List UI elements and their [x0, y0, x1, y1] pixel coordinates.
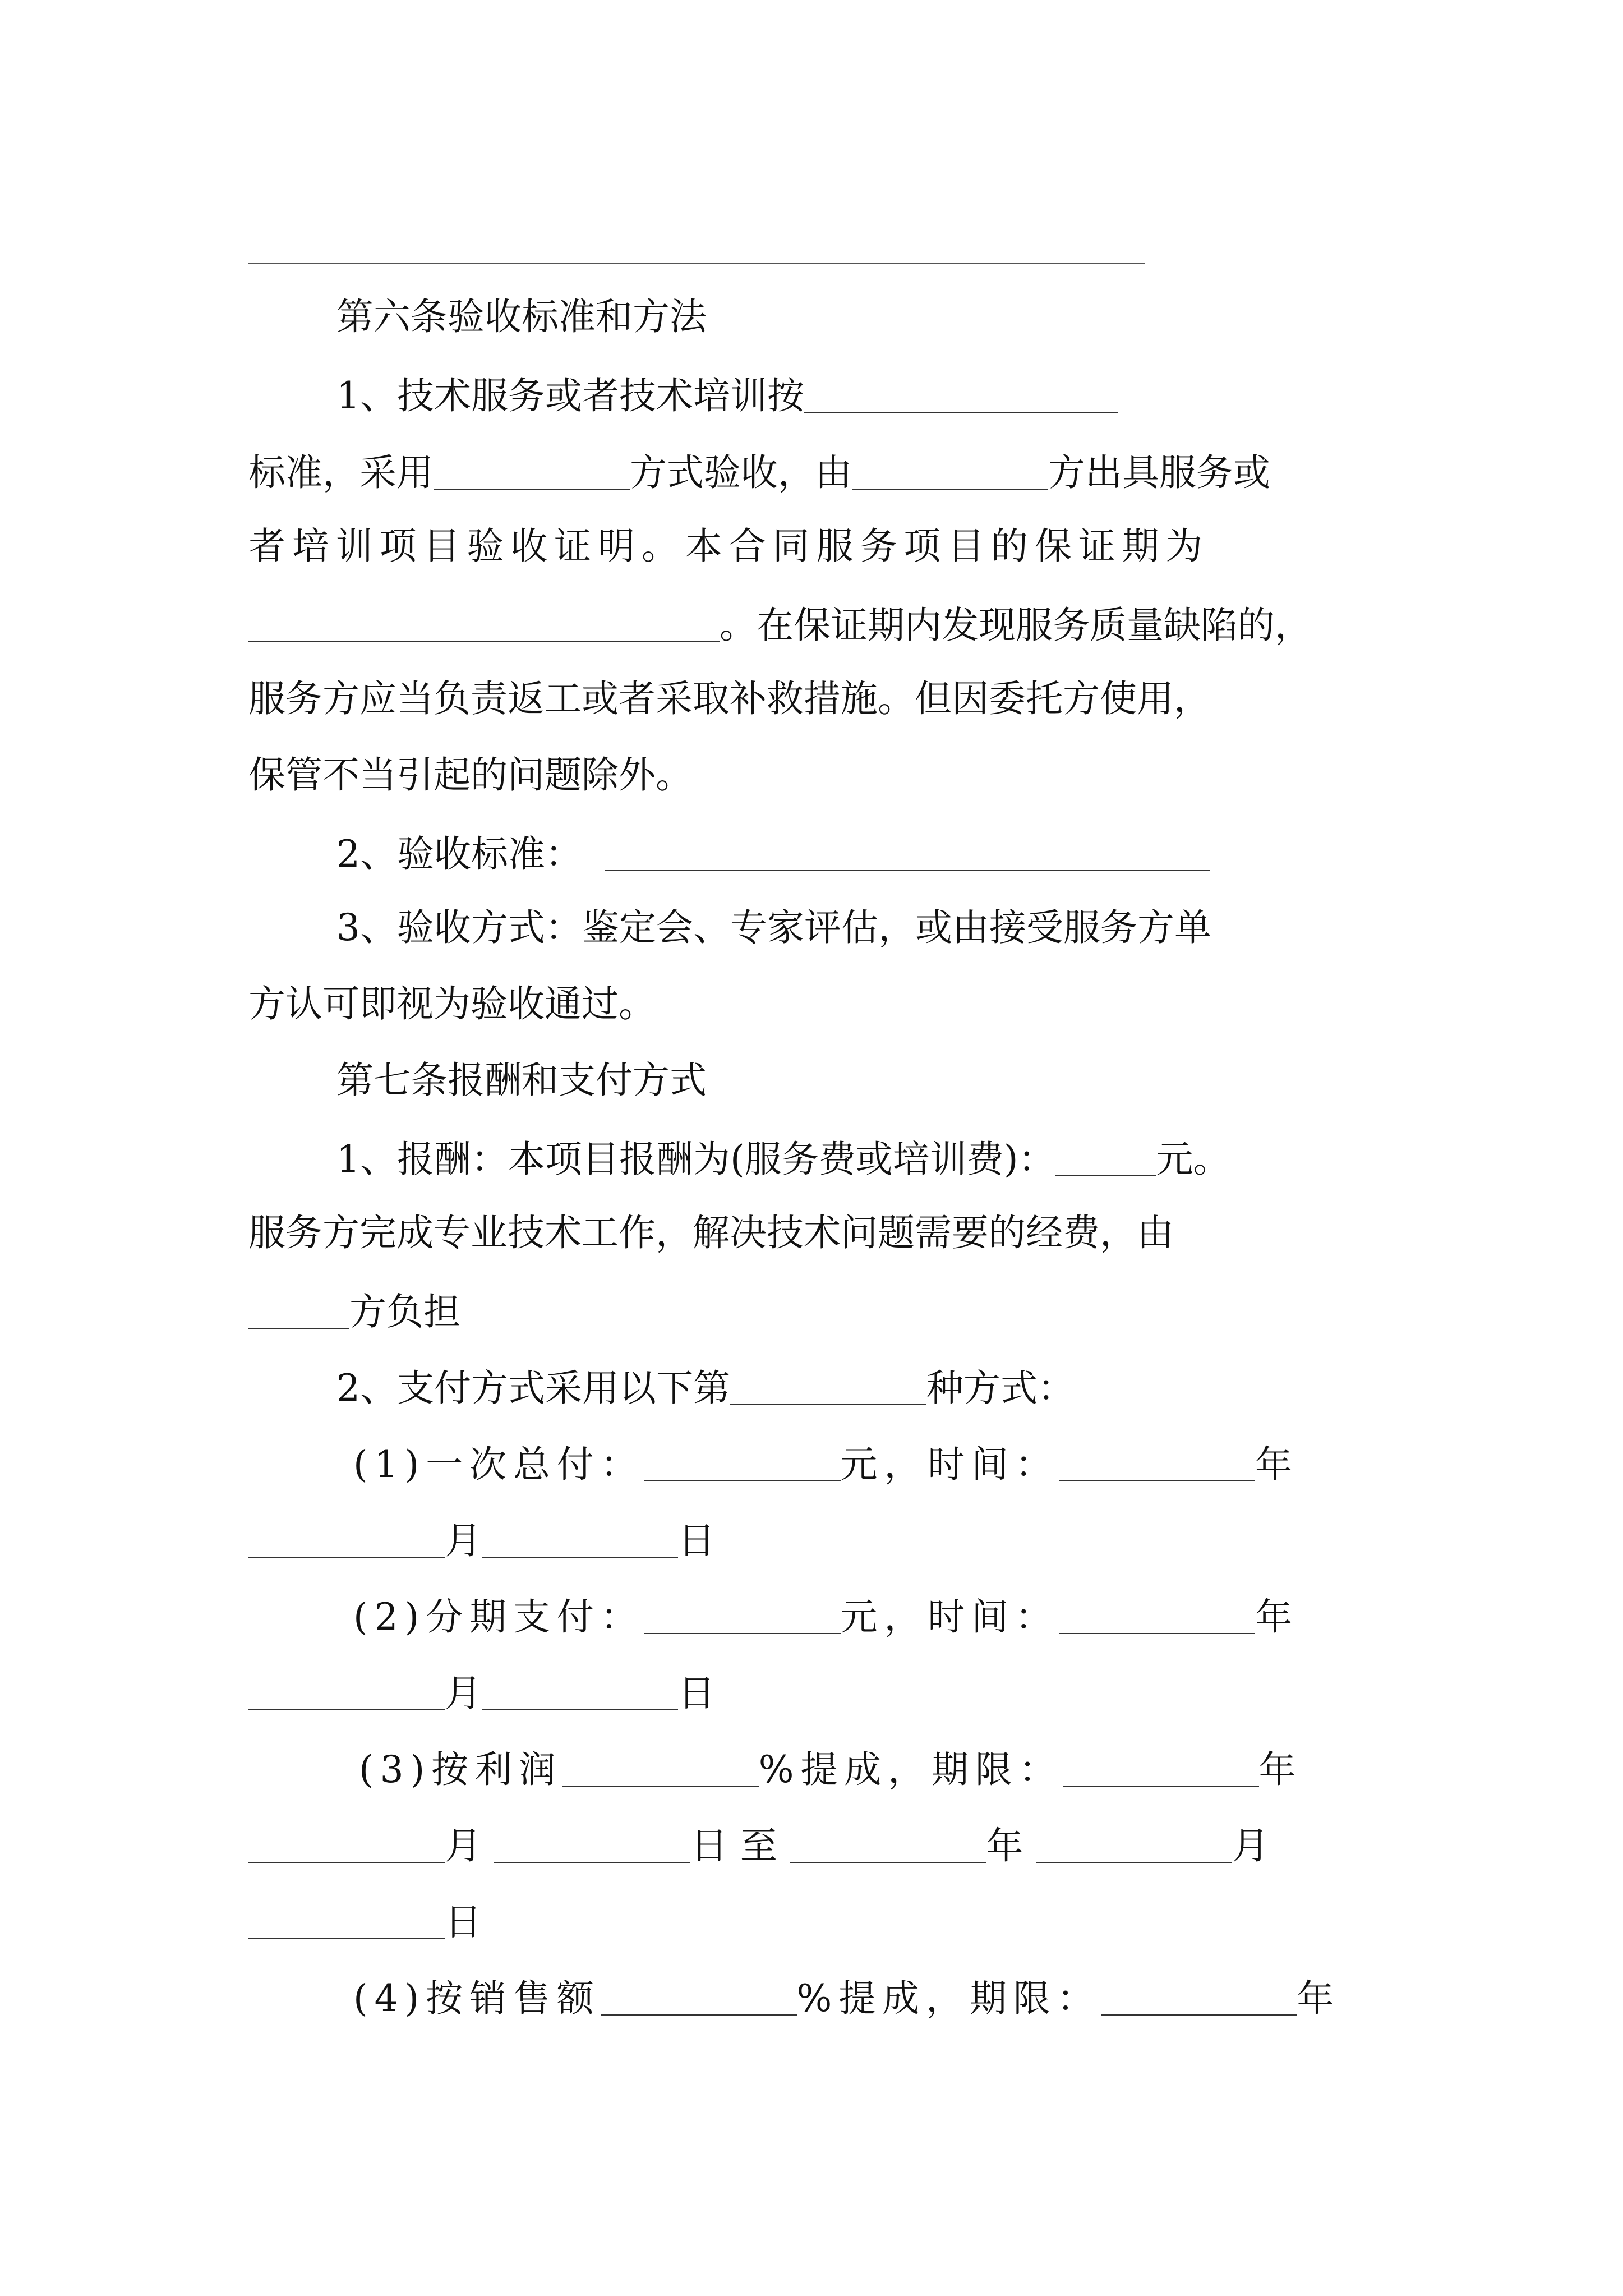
text: 保管不当引起的问题除外。 [248, 753, 693, 797]
option2-line2 [248, 1672, 715, 1715]
blank-day-end [248, 1901, 445, 1939]
text: 日 [678, 1519, 715, 1563]
article7-heading [336, 1059, 707, 1102]
blank-profit-percent [562, 1749, 759, 1787]
top-divider-line [248, 263, 1145, 264]
text: 日 [678, 1672, 715, 1715]
text: %提成，期限： [796, 1977, 1101, 2021]
text: 日至 [690, 1824, 790, 1868]
article7-item2 [336, 1366, 1075, 1410]
blank-acceptance-method [434, 452, 630, 490]
text: 日 [445, 1901, 482, 1944]
text: 3、验收方式：鉴定会、专家评估，或由接受服务方单 [336, 906, 1211, 949]
text: 2、支付方式采用以下第 [336, 1366, 730, 1410]
text: 方出具服务或 [1048, 451, 1270, 495]
article6-heading-text: 第六条验收标准和方法 [336, 295, 707, 338]
blank-year [1059, 1596, 1255, 1634]
article7-item1-line2 [248, 1211, 1174, 1254]
blank-issuing-party [852, 452, 1048, 490]
article6-item2 [336, 832, 1210, 876]
text: 月 [445, 1672, 482, 1715]
article7-item1-line1 [336, 1138, 1230, 1181]
blank-standard [804, 375, 1118, 413]
text: %提成，期限： [758, 1748, 1063, 1792]
text: 元，时间： [840, 1595, 1059, 1639]
text: 月 [445, 1519, 482, 1563]
blank-sales-percent [601, 1977, 797, 2016]
text: (1)一次总付： [353, 1443, 644, 1487]
option3-line3 [248, 1901, 482, 1944]
text: (2)分期支付： [353, 1595, 644, 1639]
text: 标准，采用 [248, 451, 434, 495]
text: 2、验收标准： [336, 832, 582, 876]
text: 年 [1255, 1595, 1299, 1639]
option2-line1 [353, 1595, 1299, 1639]
blank-month-end [1036, 1825, 1232, 1863]
blank-year [1101, 1977, 1297, 2016]
article6-heading [336, 295, 707, 338]
article7-heading-text: 第七条报酬和支付方式 [336, 1059, 707, 1102]
text: (3)按利润 [359, 1748, 562, 1792]
text: 方式验收，由 [630, 451, 852, 495]
text: 种方式： [926, 1366, 1075, 1410]
blank-lump-sum-amount [644, 1443, 841, 1481]
article7-item1-line3 [248, 1290, 460, 1334]
option4-line1 [353, 1977, 1341, 2021]
text: 方认可即视为验收通过。 [248, 982, 656, 1025]
article6-item1-line4 [248, 604, 1312, 647]
blank-fee-amount [1055, 1138, 1156, 1176]
blank-payment-option-number [730, 1367, 926, 1405]
blank-day [482, 1672, 678, 1710]
blank-warranty-period [248, 604, 720, 642]
article6-item3-line1 [336, 906, 1211, 949]
option1-line2 [248, 1519, 715, 1563]
article6-item1-line1 [336, 374, 1118, 418]
blank-month [248, 1825, 445, 1863]
text: (4)按销售额 [353, 1977, 601, 2021]
text: 1、技术服务或者技术培训按 [336, 374, 804, 418]
text: 方负担 [349, 1290, 460, 1334]
blank-month [248, 1520, 445, 1558]
text: 。在保证期内发现服务质量缺陷的， [720, 604, 1312, 647]
article6-item3-line2 [248, 982, 656, 1025]
text: 服务方应当负责返工或者采取补救措施。但因委托方使用， [248, 677, 1211, 720]
blank-installment-amount [644, 1596, 841, 1634]
option3-line1 [359, 1748, 1303, 1792]
text: 者培训项目验收证明。本合同服务项目的保证期为 [248, 524, 1210, 568]
article6-item1-line6 [248, 753, 693, 797]
text: 年 [1297, 1977, 1341, 2021]
text: 元。 [1156, 1138, 1230, 1181]
text: 月 [445, 1824, 495, 1868]
text: 1、报酬：本项目报酬为(服务费或培训费)： [336, 1138, 1055, 1181]
blank-year-end [790, 1825, 986, 1863]
blank-cost-bearer [248, 1291, 349, 1329]
blank-day [494, 1825, 690, 1863]
blank-year [1059, 1443, 1255, 1481]
article6-item1-line3 [248, 524, 1210, 568]
text: 年 [1258, 1748, 1303, 1792]
text: 年 [986, 1824, 1036, 1868]
text: 年 [1255, 1443, 1299, 1487]
blank-month [248, 1672, 445, 1710]
option3-line2 [248, 1824, 1282, 1868]
article6-item1-line2 [248, 451, 1270, 495]
blank-acceptance-standard [605, 833, 1210, 871]
article6-item1-line5 [248, 677, 1211, 720]
text: 服务方完成专业技术工作，解决技术问题需要的经费，由 [248, 1211, 1174, 1254]
text: 月 [1232, 1824, 1282, 1868]
text: 元，时间： [840, 1443, 1059, 1487]
blank-year [1063, 1749, 1259, 1787]
option1-line1 [353, 1443, 1299, 1487]
blank-day [482, 1520, 678, 1558]
